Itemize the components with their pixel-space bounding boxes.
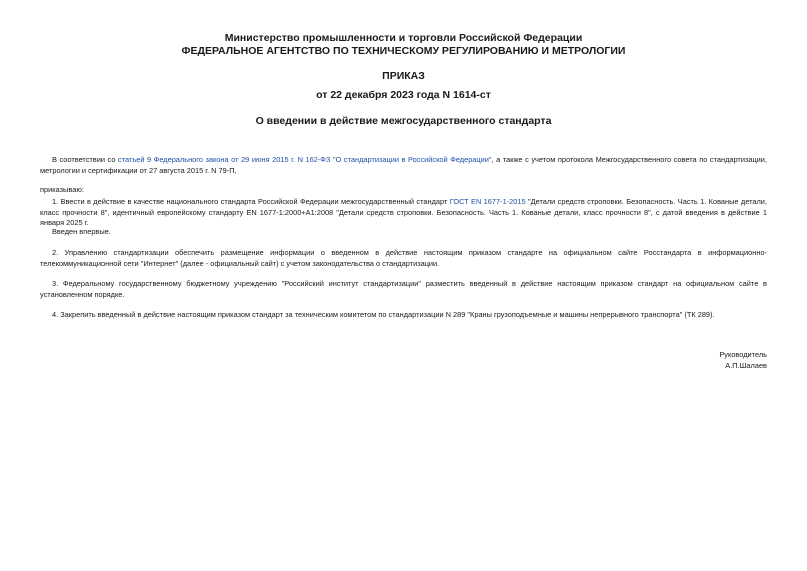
subject-heading: О введении в действие межгосударственного стандарта bbox=[255, 115, 552, 127]
gost-link[interactable]: ГОСТ EN 1677-1-2015 bbox=[449, 197, 526, 206]
law-link[interactable]: статьей 9 Федерального закона от 29 июня 2015 г. N 162-ФЗ "О стандартизации в Российской Федерации" bbox=[118, 155, 492, 164]
date-number-heading: от 22 декабря 2023 года N 1614-ст bbox=[316, 89, 491, 101]
signature-name: А.П.Шалаев bbox=[725, 361, 767, 370]
preamble-text-before: В соответствии со bbox=[52, 155, 119, 164]
preamble-paragraph bbox=[40, 155, 767, 176]
ministry-heading: Министерство промышленности и торговли Российской Федерации bbox=[224, 32, 583, 44]
doc-type-heading: ПРИКАЗ bbox=[382, 70, 425, 82]
preamble-text-after: , а также с учетом протокола Межгосударственного совета по стандартизации, метрологии и сертификации от 27 августа 2015 г. N 79-П, bbox=[40, 155, 767, 175]
item-1-text-after: "Детали средств строповки. Безопасность. Часть 1. Кованые детали, класс прочности 8", идентичный европейскому стандарту EN 1677-1:2000+A1:2008 "Детали средств строповки. Безопасность. Часть 1. Кованые детали, класс прочности 8", с датой введения в действие 1 января 2025 г. bbox=[40, 197, 767, 228]
item-4-paragraph: 4. Закрепить введенный в действие настоящим приказом стандарт за техническим комитетом по стандартизации N 289 "Краны грузоподъемные и машины непрерывного транспорта" (ТК 289). bbox=[52, 310, 715, 319]
item-3-paragraph: 3. Федеральному государственному бюджетному учреждению "Российский институт стандартизации" разместить введенный в действие настоящим приказом стандарт на официальном сайте в установленном порядке. bbox=[40, 279, 767, 299]
item-1-text-before: 1. Ввести в действие в качестве национального стандарта Российской Федерации межгосударственный стандарт bbox=[52, 197, 450, 206]
signature-title: Руководитель bbox=[719, 350, 767, 359]
item-1-paragraph bbox=[40, 197, 767, 229]
introduced-first-note: Введен впервые. bbox=[52, 227, 111, 236]
order-word: приказываю: bbox=[40, 185, 84, 194]
item-2-paragraph: 2. Управлению стандартизации обеспечить размещение информации о введенном в действие настоящим приказом стандарте на официальном сайте Росстандарта в информационно-телекоммуникационной сети "Интернет" (далее - официальный сайт) с учетом законодательства о стандартизации. bbox=[40, 248, 767, 268]
agency-heading: ФЕДЕРАЛЬНОЕ АГЕНТСТВО ПО ТЕХНИЧЕСКОМУ РЕГУЛИРОВАНИЮ И МЕТРОЛОГИИ bbox=[181, 45, 626, 57]
